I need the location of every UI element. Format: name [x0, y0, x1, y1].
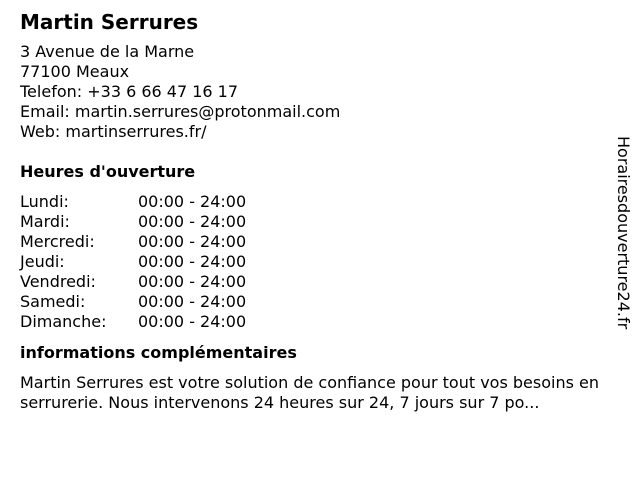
hours-row-sunday: [20, 312, 605, 332]
hours-row-saturday: [20, 292, 605, 312]
time-range: 00:00 - 24:00: [138, 272, 247, 291]
day-label: Lundi:: [20, 192, 69, 211]
day-label: Jeudi:: [20, 252, 65, 271]
time-range: 00:00 - 24:00: [138, 232, 247, 251]
business-name: Martin Serrures: [20, 10, 199, 34]
day-label: Dimanche:: [20, 312, 107, 331]
day-label: Samedi:: [20, 292, 86, 311]
contact-info: [20, 42, 605, 142]
time-range: 00:00 - 24:00: [138, 252, 247, 271]
phone-line: Telefon: +33 6 66 47 16 17: [20, 82, 239, 101]
hours-row-wednesday: [20, 232, 605, 252]
web-line: Web: martinserrures.fr/: [20, 122, 207, 141]
time-range: 00:00 - 24:00: [138, 312, 247, 331]
address-line-2: 77100 Meaux: [20, 62, 130, 81]
hours-row-monday: [20, 192, 605, 212]
hours-row-friday: [20, 272, 605, 292]
info-title: informations complémentaires: [20, 343, 297, 362]
address-line-1: 3 Avenue de la Marne: [20, 42, 195, 61]
hours-row-thursday: [20, 252, 605, 272]
time-range: 00:00 - 24:00: [138, 192, 247, 211]
hours-list: [20, 192, 605, 332]
time-range: 00:00 - 24:00: [138, 212, 247, 231]
hours-row-tuesday: [20, 212, 605, 232]
hours-title: Heures d'ouverture: [20, 162, 196, 181]
day-label: Mardi:: [20, 212, 70, 231]
watermark-text: Horairesdouverture24.fr: [614, 136, 633, 330]
day-label: Mercredi:: [20, 232, 95, 251]
day-label: Vendredi:: [20, 272, 96, 291]
info-description: Martin Serrures est votre solution de confiance pour tout vos besoins en serrurerie. Nous intervenons 24 heures sur 24, 7 jours sur 7 po...: [20, 373, 599, 412]
time-range: 00:00 - 24:00: [138, 292, 247, 311]
business-card: [20, 10, 605, 413]
email-line: Email: martin.serrures@protonmail.com: [20, 102, 341, 121]
